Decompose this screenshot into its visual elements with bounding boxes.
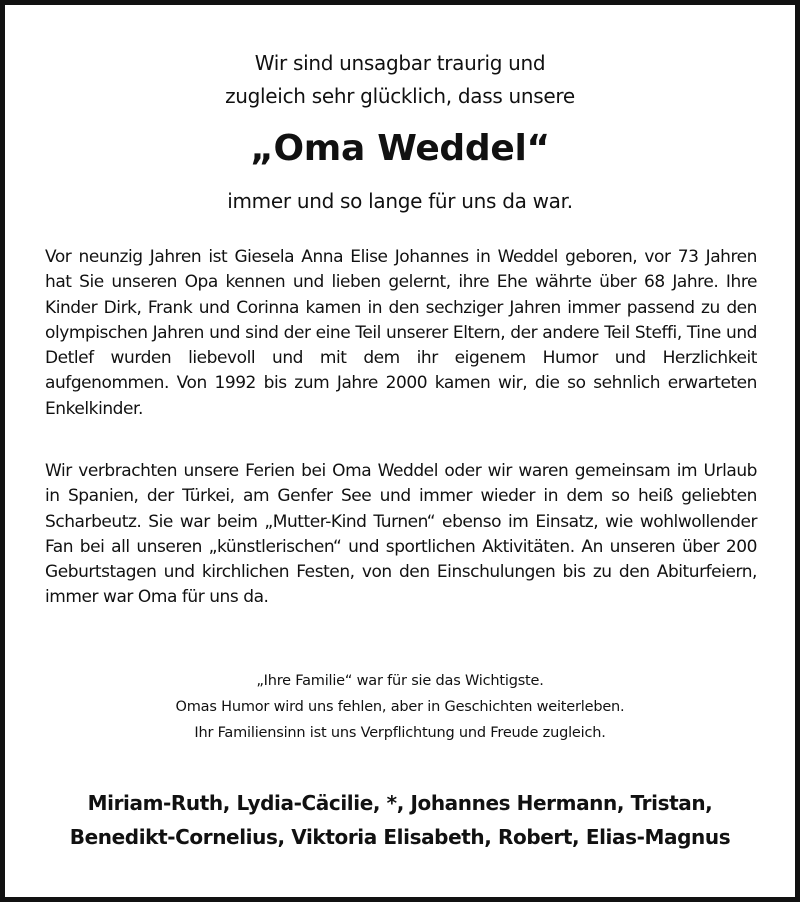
- closing-line: Omas Humor wird uns fehlen, aber in Geschichten weiterleben.: [175, 699, 625, 715]
- closing-line: „Ihre Familie“ war für sie das Wichtigste.: [256, 673, 544, 689]
- body-paragraph: Wir verbrachten unsere Ferien bei Oma Weddel oder wir waren gemeinsam im Urlaub in Spanien, der Türkei, am Genfer See und immer wieder in dem so heiß geliebten Scharbeutz. Sie war beim „Mutter-Kind Turnen“ ebenso im Einsatz, wie wohlwollender Fan bei all unseren „künstlerischen“ und sportlichen Aktivitäten. An unseren über 200 Geburtstagen und kirchlichen Festen, von den Einschulungen bis zu den Abiturfeiern, immer war Oma für uns da.: [45, 461, 757, 608]
- headline-name: „Oma Weddel“: [250, 128, 550, 169]
- closing-quotes: [5, 668, 795, 746]
- signature-line: Miriam-Ruth, Lydia-Cäcilie, *, Johannes Hermann, Tristan,: [87, 791, 713, 815]
- signature-line: Benedikt-Cornelius, Viktoria Elisabeth, Robert, Elias-Magnus: [69, 825, 731, 849]
- subline: immer und so lange für uns da war.: [227, 189, 573, 213]
- intro-line: zugleich sehr glücklich, dass unsere: [225, 84, 575, 108]
- body-paragraph: Vor neunzig Jahren ist Giesela Anna Elise Johannes in Weddel geboren, vor 73 Jahren hat Sie unseren Opa kennen und lieben gelernt, ihre Ehe währte über 68 Jahre. Ihre Kinder Dirk, Frank und Corinna kamen in den sechziger Jahren immer passend zu den olympischen Jahren und sind der eine Teil unserer Eltern, der andere Teil Steffi, Tine und Detlef wurden liebevoll und mit dem ihr eigenem Humor und Herzlichkeit aufgenommen. Von 1992 bis zum Jahre 2000 kamen wir, die so sehnlich erwarteten Enkelkinder.: [45, 247, 757, 419]
- signature-names: [5, 786, 795, 854]
- closing-line: Ihr Familiensinn ist uns Verpflichtung und Freude zugleich.: [194, 725, 606, 741]
- intro-text: [5, 47, 795, 113]
- intro-line: Wir sind unsagbar traurig und: [254, 51, 546, 75]
